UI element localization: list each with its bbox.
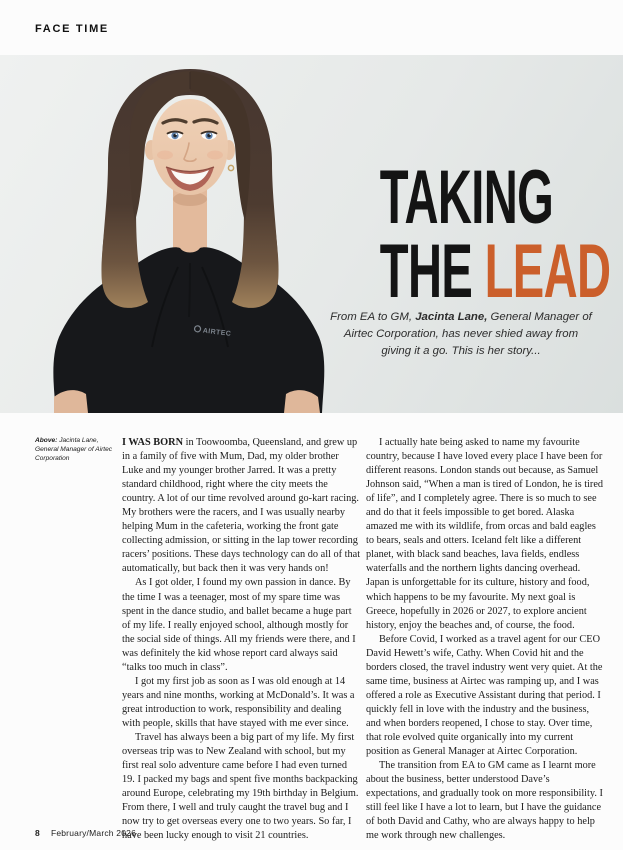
- paragraph: I actually hate being asked to name my favourite country, because I have loved every place I have been for different reasons. London stands out because, as Samuel Johnson said, “When a man is tired of London, he is tired of life”, and I completely agree. There is so much to see and do that it feels impossible to get bored. Alaska amazed me with its wildlife, from orcas and bald eagles to bears, seals and otters. Iceland felt like a different planet, with black sand beaches, lava fields, endless waterfalls and the northern lights dancing overhead. Japan is unforgettable for its culture, history and food, which happens to be my favourite. My next goal is Greece, hopefully in 2026 or 2027, to explore ancient history, enjoy the beaches and, of course, the food.: [366, 437, 604, 631]
- hero-section: [0, 55, 623, 413]
- shirt-logo-text: AIRTEC: [202, 327, 232, 338]
- intro-subject-name: Jacinta Lane,: [415, 311, 488, 323]
- title-line-2: [379, 229, 611, 314]
- paragraph: [122, 436, 362, 576]
- paragraph: The transition from EA to GM came as I learnt more about the business, better understood Dave’s expectations, and gradually took on more responsibility. I still feel like I have a lot to learn, but I have the guidance of both David and Cathy, who are always happy to help me work through new challenges.: [366, 760, 603, 842]
- portrait-photo: [32, 55, 342, 413]
- body-column-left: [122, 436, 362, 850]
- article-title: [330, 155, 611, 314]
- photo-caption-text: Jacinta Lane, General Manager of Airtec Corporation: [35, 437, 113, 462]
- shirt-fold-center: [189, 263, 190, 317]
- blush-left: [157, 151, 173, 160]
- issue-date: February/March 2026: [50, 828, 136, 838]
- blush-right: [207, 151, 223, 160]
- title-word-taking: TAKING: [379, 155, 554, 240]
- hair-side-right: [232, 195, 279, 308]
- article-standfirst: [328, 309, 594, 359]
- eye-left: [168, 130, 183, 139]
- title-line-1: [379, 155, 554, 240]
- body-column-right: [366, 436, 606, 850]
- eye-right: [202, 130, 217, 139]
- section-kicker: FACE TIME: [35, 23, 109, 35]
- paragraph: As I got older, I found my own passion in dance. By the time I was a teenager, most of my spare time was spent in the dance studio, and ballet became a huge part of my life. I really enjoyed school, although mostly for the social side of things. All my friends were there, and I was definitely the kid whose report card always said “talks too much in class”.: [122, 577, 356, 673]
- earring: [228, 165, 233, 170]
- photo-caption-label: Above:: [35, 437, 58, 444]
- title-word-the: THE: [379, 229, 485, 314]
- paragraph: Travel has always been a big part of my life. My first overseas trip was to New Zealand with school, but my first real solo adventure came before I had even turned 19. I packed my bags and spent five months backpacking around Europe, celebrating my 19th birthday in Belgium. From there, I well and truly caught the travel bug and I now try to get overseas every one to two years. So far, I have been lucky enough to visit 21 countries.: [122, 731, 359, 842]
- page-number: 8: [35, 828, 40, 838]
- photo-caption: [35, 437, 117, 464]
- paragraph-lead-in: I WAS BORN: [122, 437, 184, 448]
- hair-side-left: [101, 195, 148, 308]
- paragraph: I got my first job as soon as I was old enough at 14 years and nine months, working at McDonald’s. It was a great introduction to work, responsibility and dealing with people, skills that have stayed with me ever since.: [122, 675, 355, 729]
- intro-text-1: From EA to GM,: [330, 311, 416, 323]
- title-word-lead: LEAD: [484, 229, 611, 314]
- shirt: [53, 247, 324, 413]
- paragraph-text: in Toowoomba, Queensland, and grew up in a family of five with Mum, Dad, my older brother Luke and my younger brother Jarred. It was a pretty standard childhood, right where the city meets the country. A lot of our time revolved around go-kart racing. My brothers were the racers, and I was usually nearby helping Mum in the cafeteria, working the front gate collecting admission, or sitting in the lap tower recording racers’ positions. These days technology can do all of that automatically, but back then it was very hands on!: [122, 437, 361, 575]
- intro-text-2: General Manager of Airtec Corporation, has never shied away from giving it a go. This is her story...: [343, 311, 592, 357]
- page-footer: [35, 828, 136, 838]
- paragraph: Before Covid, I worked as a travel agent for our CEO David Hewett’s wife, Cathy. When Covid hit and the borders closed, the travel industry went very quiet. At the same time, business at Airtec was ramping up, and I was offered a role as Executive Assistant during that period. I quickly fell in love with the industry and the business, and when borders reopened, I chose to stay. Over time, that role evolved quite organically into my current position as General Manager at Airtec Corporation.: [366, 633, 603, 758]
